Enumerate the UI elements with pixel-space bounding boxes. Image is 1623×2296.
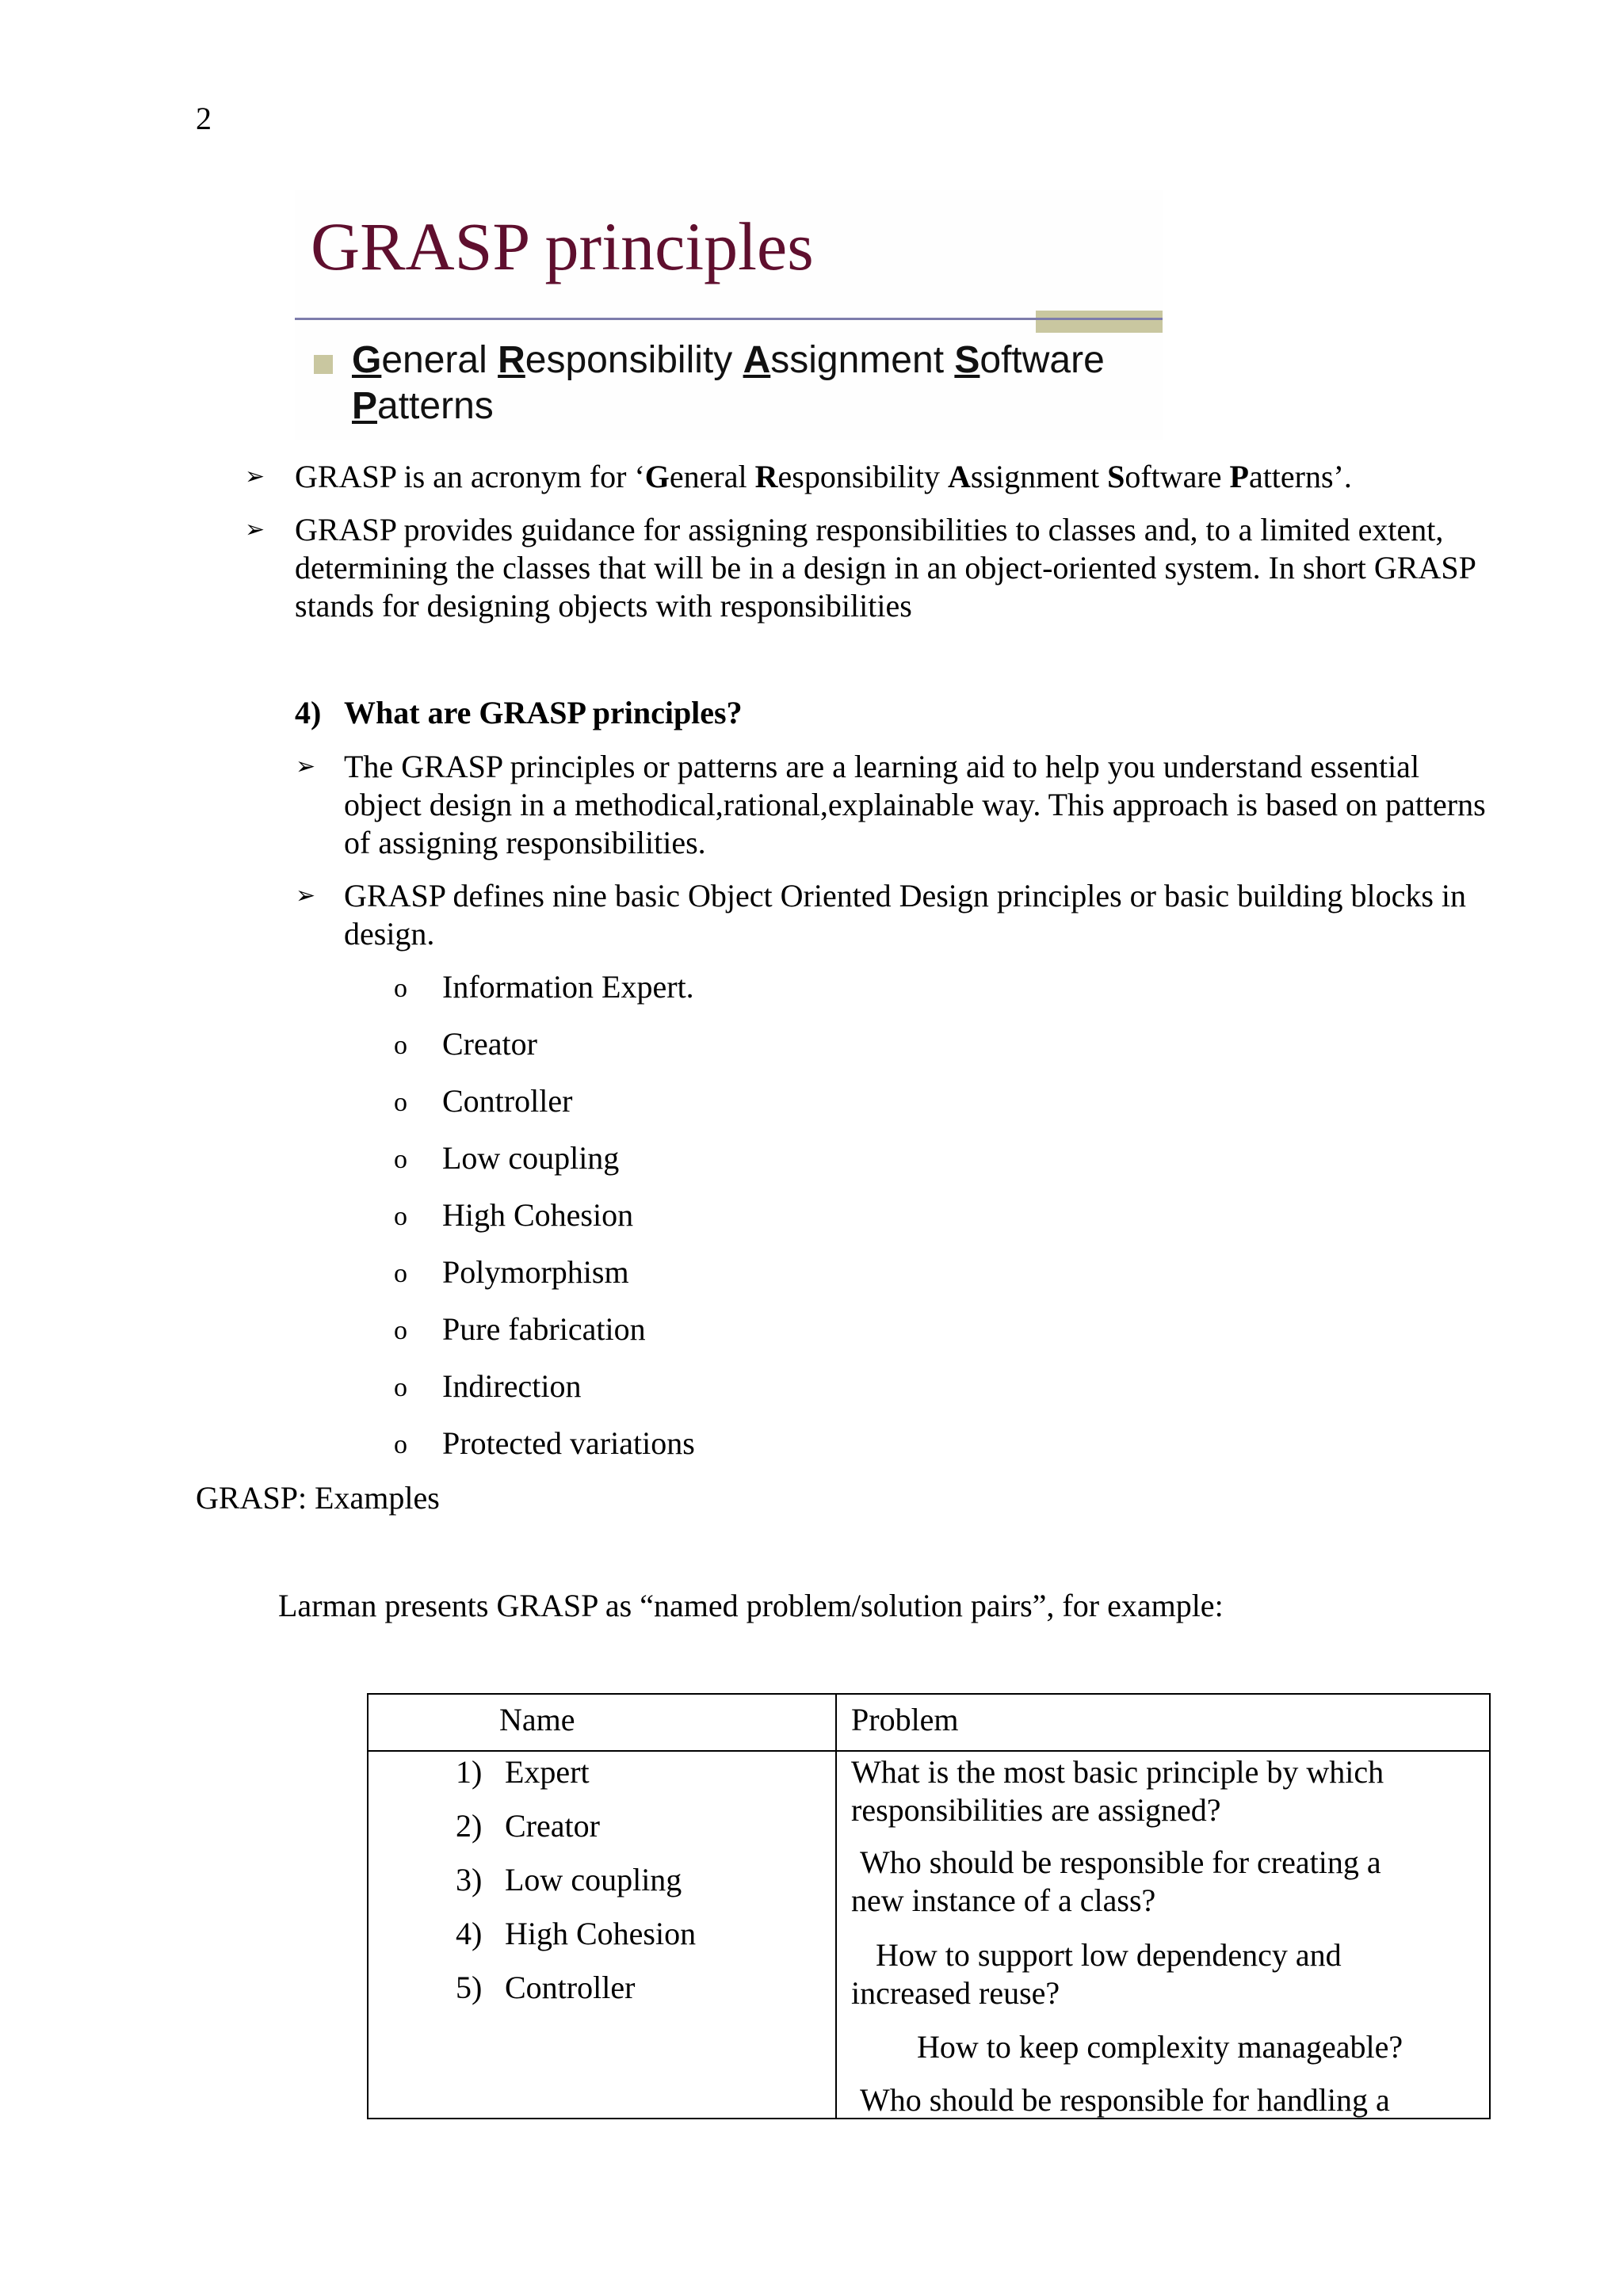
nine-principles-paragraph-line: GRASP defines nine basic Object Oriented Design principles or basic building blocks in <box>344 878 1467 913</box>
principle-item: Indirection <box>442 1368 582 1404</box>
square-bullet-icon <box>314 355 333 374</box>
arrow-bullet-icon: ➢ <box>296 882 316 910</box>
principle-item: Polymorphism <box>442 1254 629 1290</box>
table-name-label: High Cohesion <box>505 1916 697 1951</box>
principle-item: Pure fabrication <box>442 1311 646 1347</box>
table-name-label: Controller <box>505 1970 636 2005</box>
question-number: 4) <box>295 695 322 730</box>
guidance-paragraph-line: GRASP provides guidance for assigning responsibilities to classes and, to a limited extent, <box>295 512 1444 547</box>
principle-item: Controller <box>442 1083 573 1119</box>
table-header-name: Name <box>499 1702 575 1737</box>
circle-bullet-icon: o <box>394 1145 407 1174</box>
table-name-number: 3) <box>456 1862 483 1897</box>
examples-heading: GRASP: Examples <box>196 1480 440 1516</box>
principle-item: Protected variations <box>442 1425 695 1461</box>
guidance-paragraph-line: stands for designing objects with responsibilities <box>295 588 912 624</box>
slide-accent-bar <box>1036 311 1163 333</box>
learning-aid-paragraph-line: The GRASP principles or patterns are a learning aid to help you understand essential <box>344 749 1420 784</box>
table-name-label: Expert <box>505 1754 590 1790</box>
guidance-paragraph-line: determining the classes that will be in a design in an object-oriented system. In short GRASP <box>295 550 1476 585</box>
circle-bullet-icon: o <box>394 1202 407 1231</box>
circle-bullet-icon: o <box>394 1088 407 1117</box>
table-name-label: Low coupling <box>505 1862 682 1897</box>
circle-bullet-icon: o <box>394 1373 407 1402</box>
slide-subtitle: General Responsibility Assignment Software Patterns <box>352 339 1105 427</box>
circle-bullet-icon: o <box>394 1430 407 1459</box>
table-problem-line: Who should be responsible for creating a <box>860 1844 1381 1880</box>
circle-bullet-icon: o <box>394 1259 407 1288</box>
larman-intro-text: Larman presents GRASP as “named problem/solution pairs”, for example: <box>278 1588 1224 1623</box>
slide-divider-overlay <box>1036 318 1163 320</box>
table-name-number: 1) <box>456 1754 483 1790</box>
circle-bullet-icon: o <box>394 1031 407 1060</box>
table-problem-line: Who should be responsible for handling a <box>860 2082 1390 2118</box>
table-problem-line: How to keep complexity manageable? <box>917 2029 1403 2065</box>
circle-bullet-icon: o <box>394 974 407 1003</box>
slide-title: GRASP principles <box>311 208 814 284</box>
principle-item: Creator <box>442 1026 537 1062</box>
circle-bullet-icon: o <box>394 1316 407 1345</box>
arrow-bullet-icon: ➢ <box>296 753 316 780</box>
table-problem-line: new instance of a class? <box>851 1882 1156 1918</box>
table-name-number: 5) <box>456 1970 483 2005</box>
slide-divider <box>295 318 1163 320</box>
principle-item: Low coupling <box>442 1140 620 1176</box>
learning-aid-paragraph-line: object design in a methodical,rational,explainable way. This approach is based on patterns <box>344 787 1486 822</box>
slide-image <box>295 190 1163 440</box>
table-name-label: Creator <box>505 1808 600 1844</box>
question-heading: What are GRASP principles? <box>344 695 743 730</box>
learning-aid-paragraph-line: of assigning responsibilities. <box>344 825 706 860</box>
grasp-examples-table <box>367 1693 1491 2119</box>
arrow-bullet-icon: ➢ <box>245 516 265 543</box>
principle-item: Information Expert. <box>442 969 694 1005</box>
table-name-number: 2) <box>456 1808 483 1844</box>
table-header-divider <box>369 1750 1489 1752</box>
table-column-divider <box>835 1695 837 2118</box>
table-problem-line: increased reuse? <box>851 1975 1060 2011</box>
acronym-paragraph: GRASP is an acronym for ‘General Responsibility Assignment Software Patterns’. <box>295 459 1352 494</box>
principle-item: High Cohesion <box>442 1197 634 1233</box>
table-header-problem: Problem <box>851 1702 959 1737</box>
page-number: 2 <box>196 101 212 136</box>
nine-principles-paragraph-line: design. <box>344 916 435 952</box>
table-problem-line: How to support low dependency and <box>876 1937 1342 1973</box>
table-name-number: 4) <box>456 1916 483 1951</box>
arrow-bullet-icon: ➢ <box>245 463 265 490</box>
table-problem-line: responsibilities are assigned? <box>851 1792 1221 1828</box>
table-problem-line: What is the most basic principle by which <box>851 1754 1384 1790</box>
